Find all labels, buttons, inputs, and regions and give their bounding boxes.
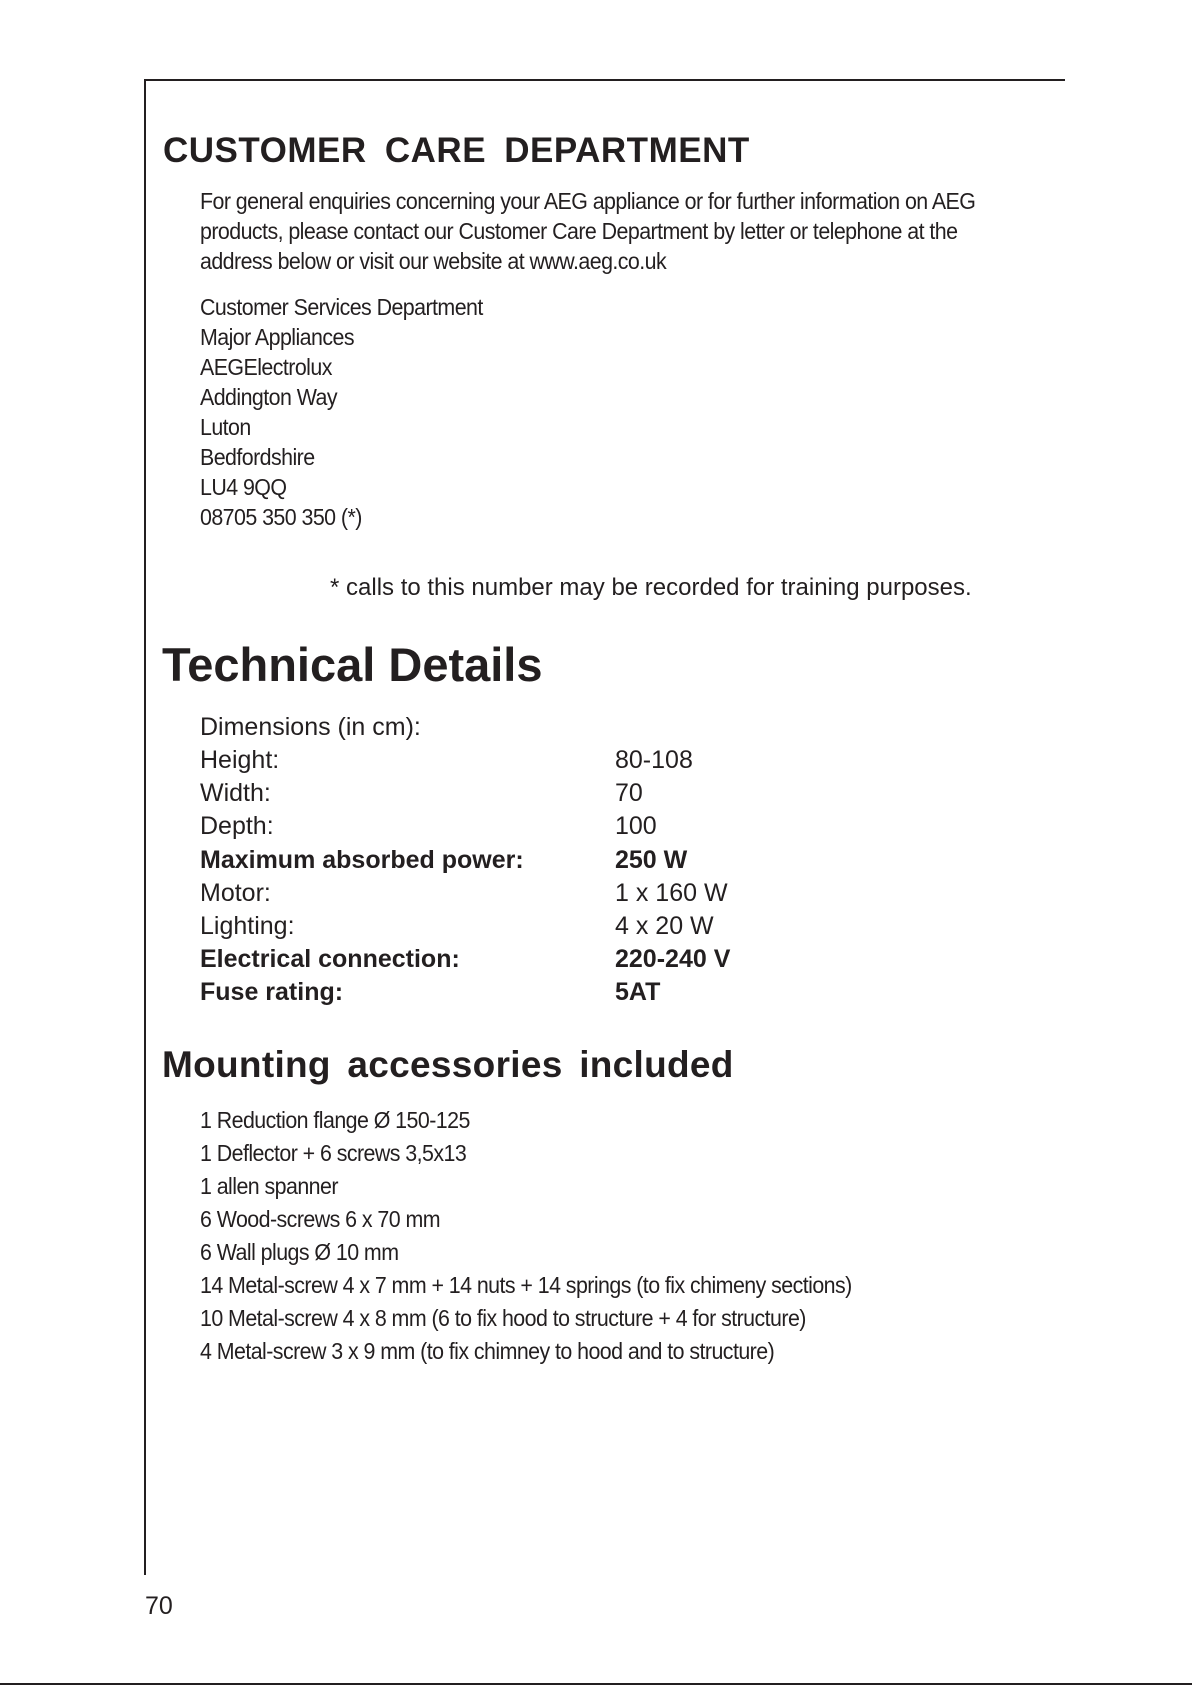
spec-row-lighting	[200, 910, 900, 943]
address-line: AEGElectrolux	[200, 354, 332, 380]
spec-label: Motor:	[200, 878, 271, 907]
intro-line: address below or visit our website at www.aeg.co.uk	[200, 248, 667, 274]
list-item: 1 Deflector + 6 screws 3,5x13	[200, 1140, 467, 1166]
list-item: 6 Wood-screws 6 x 70 mm	[200, 1206, 440, 1232]
list-item: 4 Metal-screw 3 x 9 mm (to fix chimney to hood and to structure)	[200, 1338, 775, 1364]
top-rule	[145, 79, 1065, 81]
address-block	[200, 292, 504, 532]
address-line: LU4 9QQ	[200, 474, 287, 500]
recording-note: * calls to this number may be recorded for training purposes.	[330, 574, 972, 601]
spec-row-fuse-rating	[200, 976, 900, 1009]
spec-value: 80-108	[615, 746, 693, 774]
spec-value: 4 x 20 W	[615, 911, 714, 940]
list-item: 1 Reduction flange Ø 150-125	[200, 1107, 470, 1133]
customer-care-intro	[200, 186, 1034, 276]
address-line: Customer Services Department	[200, 294, 483, 320]
spec-value: 5AT	[615, 978, 661, 1007]
page-number: 70	[145, 1592, 173, 1620]
intro-line: For general enquiries concerning your AEG appliance or for further information on AEG	[200, 188, 976, 214]
spec-row-depth	[200, 810, 900, 843]
spec-row-width	[200, 777, 900, 810]
spec-label: Maximum absorbed power:	[200, 845, 524, 874]
list-item: 10 Metal-screw 4 x 8 mm (6 to fix hood to structure + 4 for structure)	[200, 1305, 806, 1331]
spec-row-electrical-connection	[200, 943, 900, 976]
address-line: Luton	[200, 414, 251, 440]
list-item: 14 Metal-screw 4 x 7 mm + 14 nuts + 14 springs (to fix chimeny sections)	[200, 1272, 852, 1298]
spec-label: Lighting:	[200, 911, 295, 940]
address-line: Addington Way	[200, 384, 338, 410]
left-rule	[144, 79, 146, 1575]
spec-value: 70	[615, 779, 643, 808]
spec-label: Depth:	[200, 812, 274, 841]
spec-label: Electrical connection:	[200, 945, 460, 974]
technical-details-heading: Technical Details	[162, 638, 543, 691]
phone-number: 08705 350 350 (*)	[200, 504, 362, 530]
customer-care-heading: CUSTOMER CARE DEPARTMENT	[163, 131, 750, 170]
mounting-list	[200, 1104, 901, 1368]
spec-value: 100	[615, 812, 657, 841]
mounting-accessories-heading: Mounting accessories included	[162, 1044, 734, 1085]
spec-row-height	[200, 744, 900, 777]
spec-row-max-power	[200, 844, 900, 877]
spec-label: Width:	[200, 779, 271, 808]
intro-line: products, please contact our Customer Care Department by letter or telephone at the	[200, 218, 958, 244]
spec-value: 1 x 160 W	[615, 878, 728, 907]
spec-value: 220-240 V	[615, 945, 731, 974]
list-item: 6 Wall plugs Ø 10 mm	[200, 1239, 399, 1265]
spec-table	[200, 744, 900, 1010]
spec-label: Fuse rating:	[200, 978, 344, 1007]
address-line: Major Appliances	[200, 324, 354, 350]
spec-row-motor	[200, 877, 900, 910]
spec-value: 250 W	[615, 845, 688, 874]
dimensions-label: Dimensions (in cm):	[200, 713, 421, 741]
list-item: 1 allen spanner	[200, 1173, 338, 1199]
spec-label: Height:	[200, 746, 280, 774]
address-line: Bedfordshire	[200, 444, 315, 470]
